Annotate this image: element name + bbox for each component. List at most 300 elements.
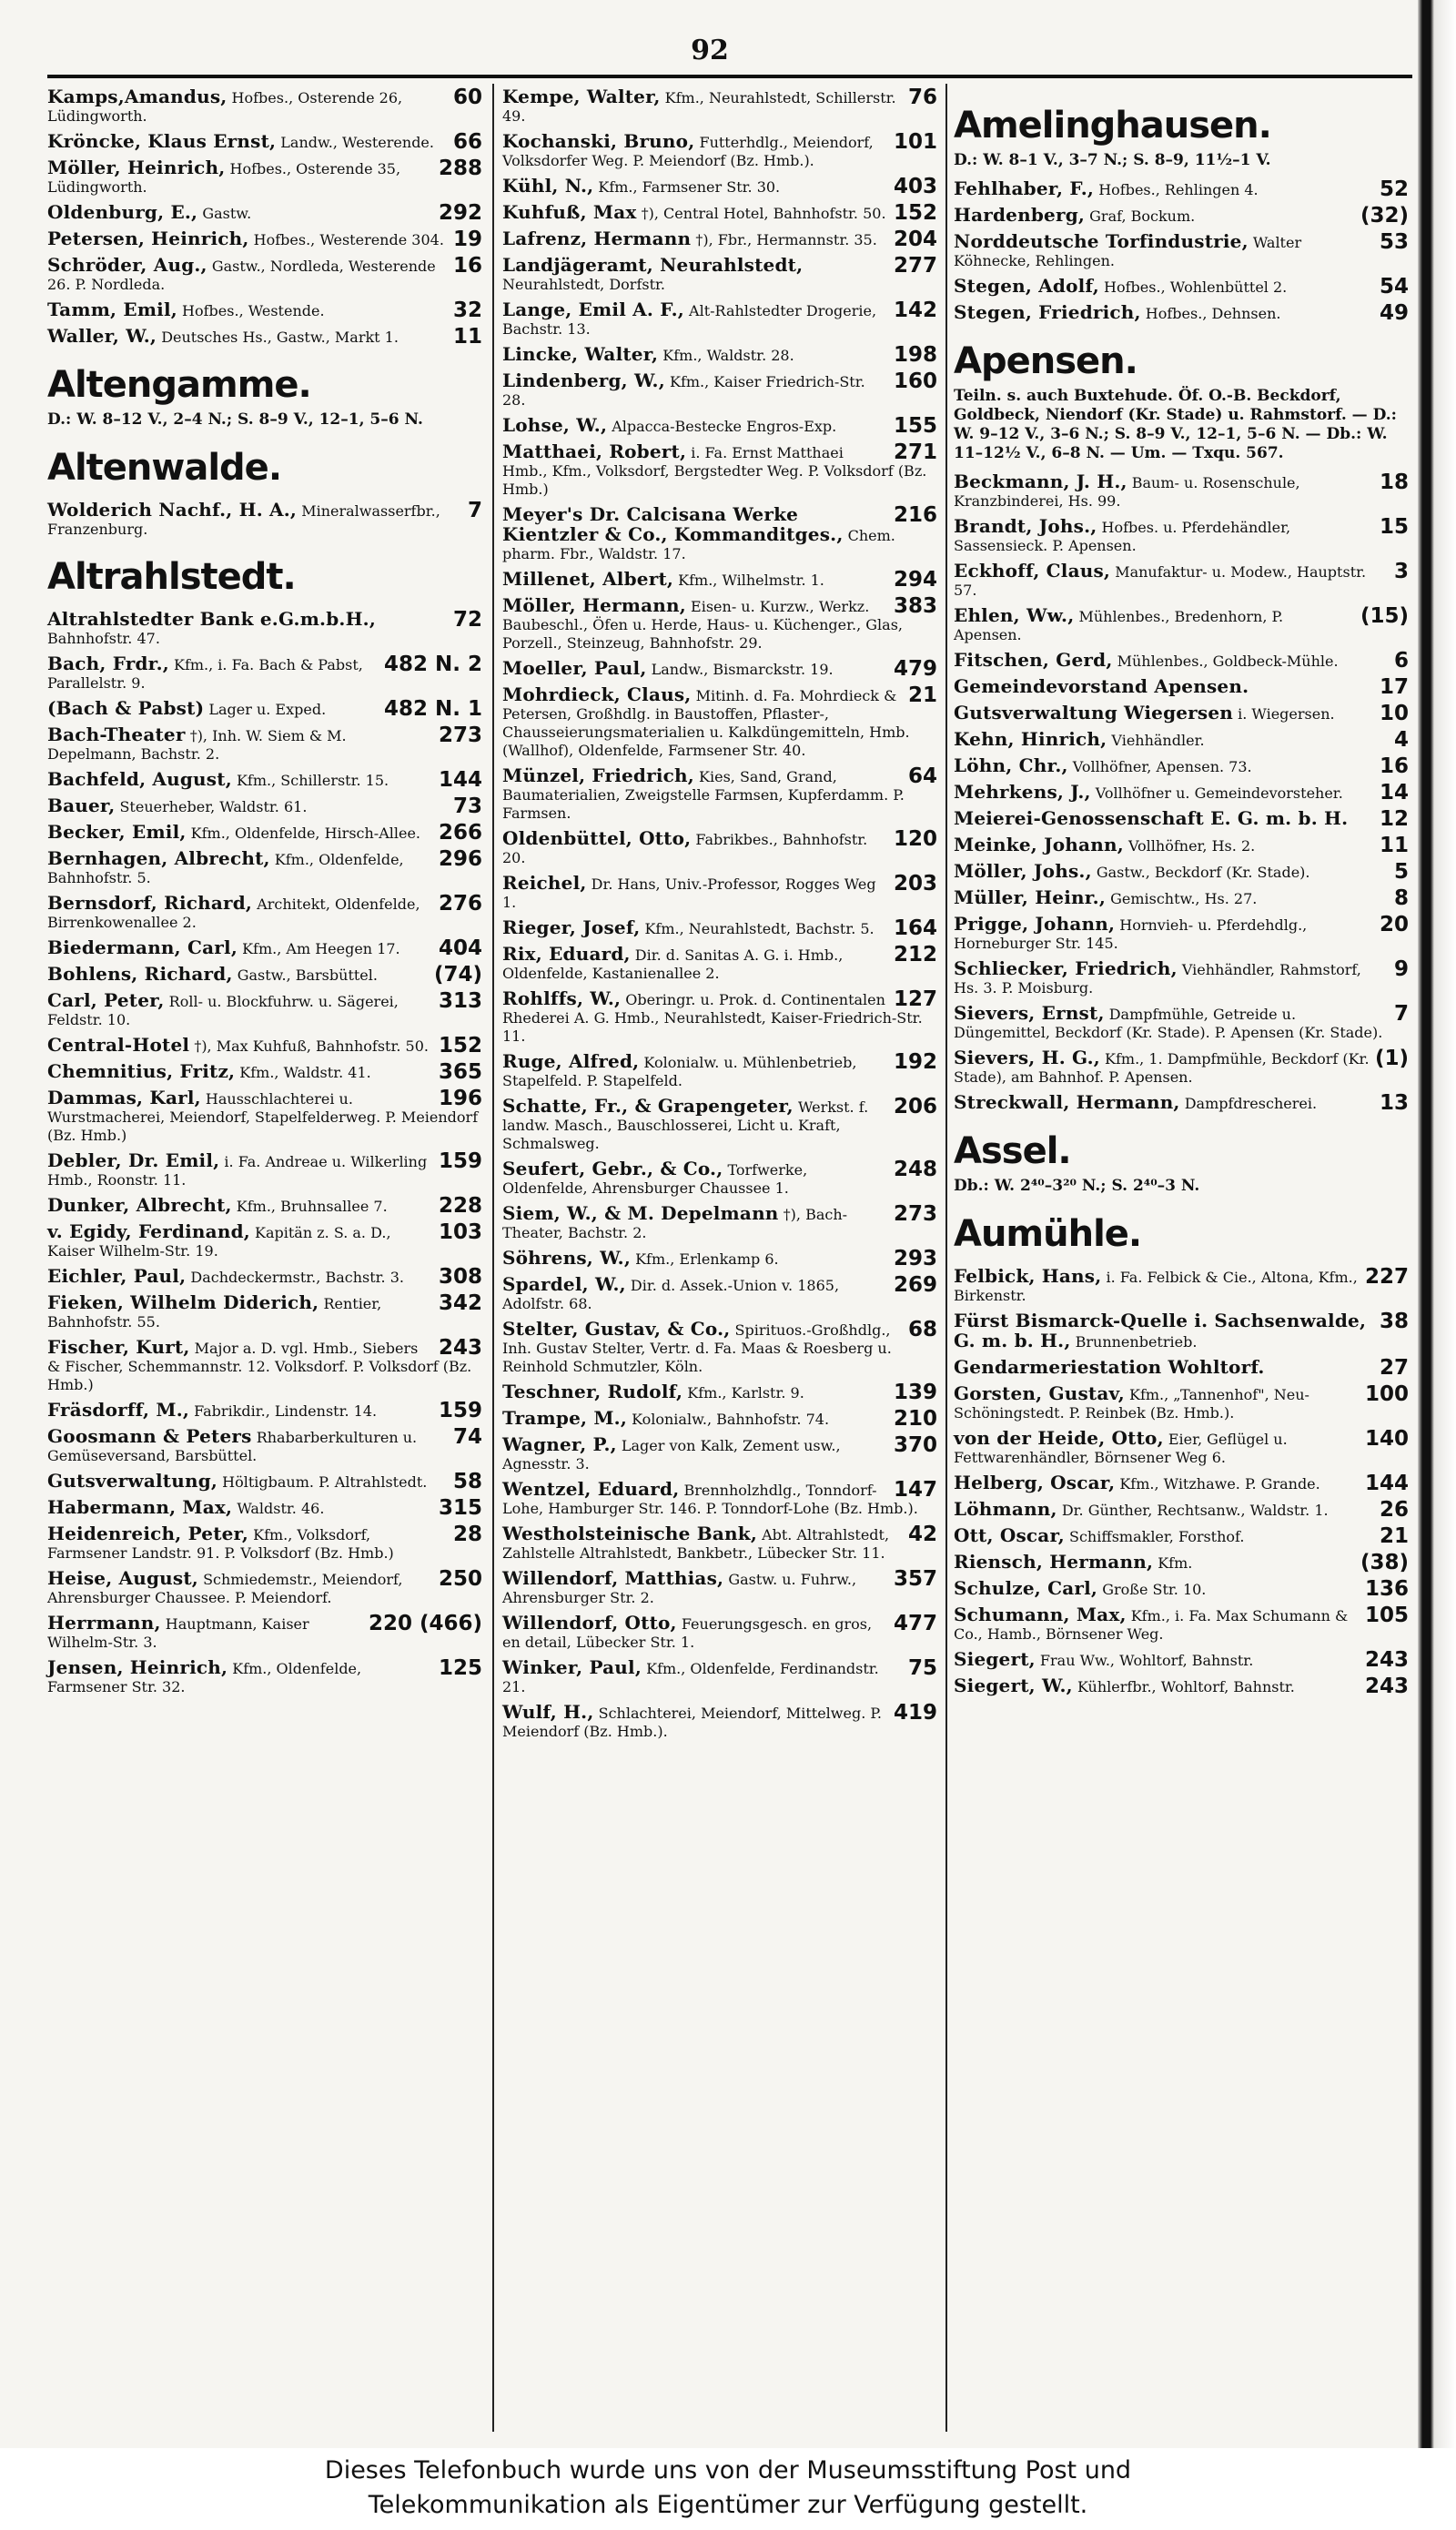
subscriber-details: Werkst. f. landw. Masch., Bauschlosserei, Licht u. Kraft, Schmalsweg. (502, 1098, 869, 1152)
directory-entry (47, 300, 482, 320)
subscriber-name: Willendorf, Otto, (502, 1612, 677, 1634)
phone-number: 482 N. 2 (383, 653, 482, 676)
subscriber-name: Eckhoff, Claus, (954, 560, 1111, 582)
subscriber-details: Walter Köhnecke, Rehlingen. (954, 234, 1302, 269)
phone-number: 292 (438, 201, 482, 225)
subscriber-details: Lager von Kalk, Zement usw., Agnesstr. 3. (502, 1437, 841, 1472)
phone-number: 419 (893, 1701, 937, 1725)
subscriber-name: Waller, W., (47, 325, 157, 347)
subscriber-details: Dachdeckermstr., Bachstr. 3. (190, 1269, 404, 1286)
subscriber-name: Ott, Oscar, (954, 1524, 1065, 1546)
phone-number: 7 (467, 499, 482, 522)
phone-number: 204 (893, 228, 937, 251)
subscriber-name: Jensen, Heinrich, (47, 1656, 228, 1678)
phone-number: 152 (893, 201, 937, 225)
phone-number: 228 (438, 1194, 482, 1218)
directory-entry (954, 783, 1409, 803)
subscriber-details: Mitinh. d. Fa. Mohrdieck & Petersen, Großhdlg. in Baustoffen, Pflaster-, Chausseierungsmaterialien u. Kalkdüngemitteln, Hmb. (Wallhof), Oldenfelde, Farmsener Str. 40. (502, 687, 910, 759)
phone-number: 210 (893, 1407, 937, 1431)
phone-number: 21 (1379, 1524, 1409, 1548)
subscriber-name: Millenet, Albert, (502, 568, 674, 590)
subscriber-name: Rix, Eduard, (502, 943, 631, 965)
subscriber-name: Lindenberg, W., (502, 369, 665, 391)
header-rule (47, 75, 1412, 78)
subscriber-name: Bachfeld, August, (47, 768, 232, 790)
phone-number: 74 (452, 1425, 482, 1449)
directory-entry (47, 1293, 482, 1331)
phone-number: 266 (438, 821, 482, 845)
phone-number: 159 (438, 1399, 482, 1422)
subscriber-details: Gastw. (202, 205, 252, 222)
section-title: Altenwalde. (47, 447, 282, 489)
directory-entry (502, 203, 937, 223)
phone-number: 147 (893, 1478, 937, 1502)
subscriber-details: Mühlenbes., Bredenhorn, P. Apensen. (954, 608, 1284, 643)
subscriber-details: Waldstr. 46. (237, 1500, 325, 1517)
phone-number: 16 (1379, 754, 1409, 778)
subscriber-name: Rohlffs, W., (502, 987, 622, 1009)
subscriber-name: Central-Hotel (47, 1034, 190, 1056)
directory-entry (47, 1472, 482, 1492)
subscriber-name: Kehn, Hinrich, (954, 728, 1107, 750)
phone-number: 58 (452, 1470, 482, 1493)
phone-number: 38 (1379, 1310, 1409, 1333)
subscriber-details: Kühlerfbr., Wohltorf, Bahnstr. (1077, 1678, 1295, 1695)
subscriber-details: Kapitän z. S. a. D., Kaiser Wilhelm-Str. 19. (47, 1224, 391, 1260)
directory-entry (954, 1473, 1409, 1493)
subscriber-details: Dr. Hans, Univ.-Professor, Rogges Weg 1. (502, 875, 876, 911)
subscriber-name: Fischer, Kurt, (47, 1336, 190, 1358)
directory-entry (47, 1401, 482, 1421)
phone-number: 206 (893, 1095, 937, 1118)
subscriber-details: Steuerheber, Waldstr. 61. (119, 798, 308, 815)
subscriber-name: Norddeutsche Torfindustrie, (954, 230, 1249, 252)
directory-entry (954, 1429, 1409, 1467)
phone-number: 198 (893, 343, 937, 367)
subscriber-details: Kfm., Am Heegen 17. (242, 940, 400, 957)
directory-entry (954, 809, 1409, 829)
directory-entry (47, 1427, 482, 1465)
directory-entry (47, 256, 482, 294)
subscriber-details: Höltigbaum. P. Altrahlstedt. (222, 1473, 428, 1491)
directory-entry (954, 1650, 1409, 1670)
column-divider (492, 84, 494, 2432)
subscriber-details: Kfm., Volksdorf, Farmsener Landstr. 91. P. Volksdorf (Bz. Hmb.) (47, 1526, 394, 1562)
phone-number: 13 (1379, 1091, 1409, 1115)
subscriber-details: Viehhändler. (1111, 732, 1205, 749)
subscriber-details: Bahnhofstr. 47. (47, 630, 160, 647)
subscriber-details: Gastw. u. Fuhrw., Ahrensburger Str. 2. (502, 1571, 857, 1606)
subscriber-details: i. Wiegersen. (1238, 705, 1335, 723)
directory-entry (47, 1267, 482, 1287)
subscriber-details: Gastw., Barsbüttel. (237, 966, 378, 984)
phone-number: 142 (893, 299, 937, 322)
phone-number: 11 (452, 325, 482, 349)
subscriber-name: Kuhfuß, Max (502, 201, 637, 223)
subscriber-name: Rieger, Josef, (502, 916, 641, 938)
directory-entry (502, 989, 937, 1046)
subscriber-name: Stegen, Adolf, (954, 275, 1099, 297)
phone-number: 365 (438, 1060, 482, 1084)
subscriber-details: Dampfdrescherei. (1184, 1095, 1318, 1112)
subscriber-details: †), Inh. W. Siem & M. Depelmann, Bachstr. 2. (47, 727, 347, 763)
directory-entry (502, 1435, 937, 1473)
directory-entry (502, 87, 937, 126)
directory-entry (502, 1703, 937, 1741)
phone-number: 276 (438, 892, 482, 916)
directory-entry (47, 770, 482, 790)
subscriber-name: Oldenbüttel, Otto, (502, 827, 692, 849)
section-title: Aumühle. (954, 1213, 1142, 1255)
phone-number: 250 (438, 1567, 482, 1591)
directory-entry (47, 229, 482, 249)
subscriber-details: i. Fa. Ernst Matthaei Hmb., Kfm., Volksdorf, Bergstedter Weg. P. Volksdorf (Bz. Hmb.) (502, 444, 927, 498)
directory-entry (47, 849, 482, 887)
phone-number: 212 (893, 943, 937, 966)
phone-number: 101 (893, 130, 937, 154)
subscriber-details: Kfm., „Tannenhof", Neu-Schöningstedt. P. Reinbek (Bz. Hmb.). (954, 1386, 1309, 1422)
phone-number: 243 (438, 1336, 482, 1360)
subscriber-details: Gastw., Beckdorf (Kr. Stade). (1096, 864, 1310, 881)
phone-number: 315 (438, 1496, 482, 1520)
subscriber-name: Kamps,Amandus, (47, 86, 228, 107)
subscriber-name: Müller, Heinr., (954, 886, 1106, 908)
phone-number: 269 (893, 1273, 937, 1297)
subscriber-details: Dr. Günther, Rechtsanw., Waldstr. 1. (1061, 1502, 1329, 1519)
directory-entry (502, 442, 937, 499)
directory-entry (47, 501, 482, 539)
phone-number: 243 (1364, 1675, 1409, 1698)
subscriber-name: Bach, Frdr., (47, 653, 169, 674)
directory-entry (502, 596, 937, 653)
directory-entry (954, 303, 1409, 323)
subscriber-name: Fitschen, Gerd, (954, 649, 1113, 671)
directory-entry (502, 505, 937, 563)
phone-number: 4 (1393, 728, 1409, 752)
phone-number: (32) (1360, 204, 1409, 228)
directory-entry (502, 1409, 937, 1429)
subscriber-details: Eisen- u. Kurzw., Werkz. Baubeschl., Öfen u. Herde, Haus- u. Küchenger., Glas, Porzell., Steinzeug, Bahnhofstr. 29. (502, 598, 904, 652)
subscriber-name: Gemeindevorstand Apensen. (954, 675, 1249, 697)
directory-entry (47, 725, 482, 764)
phone-number: 21 (907, 683, 937, 707)
subscriber-name: Habermann, Max, (47, 1496, 233, 1518)
subscriber-name: Ehlen, Ww., (954, 604, 1075, 626)
subscriber-name: Lincke, Walter, (502, 343, 659, 365)
subscriber-details: Kfm., Neurahlstedt, Bachstr. 5. (644, 920, 875, 937)
directory-entry (954, 703, 1409, 724)
subscriber-name: Trampe, M., (502, 1407, 627, 1429)
directory-entry (47, 1151, 482, 1189)
directory-entry (954, 1500, 1409, 1520)
phone-number: 144 (1364, 1472, 1409, 1495)
subscriber-details: †), Max Kuhfuß, Bahnhofstr. 50. (194, 1037, 429, 1055)
phone-number: 7 (1393, 1002, 1409, 1026)
subscriber-name: Gendarmeriestation Wohltorf. (954, 1356, 1265, 1378)
directory-entry (47, 1088, 482, 1145)
phone-number: 10 (1379, 702, 1409, 725)
directory-entry (47, 132, 482, 152)
subscriber-details: Gastw., Nordleda, Westerende 26. P. Nordleda. (47, 258, 436, 293)
directory-entry (954, 862, 1409, 882)
subscriber-name: Herrmann, (47, 1612, 161, 1634)
directory-entry (502, 685, 937, 760)
subscriber-name: Fehlhaber, F., (954, 177, 1095, 199)
subscriber-name: Fieken, Wilhelm Diderich, (47, 1291, 319, 1313)
directory-entry (502, 570, 937, 590)
subscriber-details: Deutsches Hs., Gastw., Markt 1. (161, 329, 399, 346)
directory-entry (954, 277, 1409, 297)
directory-entry (954, 888, 1409, 908)
subscriber-name: Meinke, Johann, (954, 834, 1124, 855)
subscriber-details: Landw., Bismarckstr. 19. (651, 661, 834, 678)
subscriber-details: Major a. D. vgl. Hmb., Siebers & Fischer, Schemmannstr. 12. Volksdorf. P. Volksdorf (Bz. Hmb.) (47, 1340, 472, 1393)
directory-entry (47, 203, 482, 223)
subscriber-details: Hofbes., Westerende 304. (253, 231, 444, 248)
page-edge-shadow (1418, 0, 1456, 2448)
phone-number: 288 (438, 157, 482, 180)
subscriber-details: Kolonialw., Bahnhofstr. 74. (632, 1411, 830, 1428)
subscriber-details: Fabrikdir., Lindenstr. 14. (194, 1402, 378, 1420)
directory-entry (954, 1553, 1409, 1573)
subscriber-name: Schulze, Carl, (954, 1577, 1098, 1599)
subscriber-name: Lohse, W., (502, 414, 608, 436)
phone-number: 9 (1393, 957, 1409, 981)
directory-entry (502, 1204, 937, 1242)
phone-number: 294 (893, 568, 937, 592)
phone-number: 20 (1379, 913, 1409, 936)
subscriber-name: Kochanski, Bruno, (502, 130, 695, 152)
subscriber-details: Viehhändler, Rahmstorf, Hs. 3. P. Moisburg. (954, 961, 1361, 997)
directory-entry (502, 766, 937, 823)
subscriber-name: Willendorf, Matthias, (502, 1567, 724, 1589)
phone-number: 54 (1379, 275, 1409, 299)
subscriber-details: Kies, Sand, Grand, Baumaterialien, Zweigstelle Farmsen, Kupferdamm. P. Farmsen. (502, 768, 905, 822)
directory-entry (954, 959, 1409, 997)
subscriber-details: Hofbes., Rehlingen 4. (1098, 181, 1259, 198)
subscriber-name: Löhmann, (954, 1498, 1057, 1520)
phone-number: 12 (1379, 807, 1409, 831)
subscriber-name: Meyer's Dr. Calcisana Werke Kientzler & Co., Kommanditges., (502, 503, 844, 545)
phone-number: 16 (452, 254, 482, 278)
subscriber-details: Hofbes., Osterende 35, Lüdingworth. (47, 160, 401, 196)
subscriber-name: Münzel, Friedrich, (502, 764, 694, 786)
subscriber-name: Dunker, Albrecht, (47, 1194, 232, 1216)
subscriber-name: Möller, Hermann, (502, 594, 686, 616)
directory-entry (954, 1526, 1409, 1546)
directory-entry (47, 1524, 482, 1563)
phone-number: 105 (1364, 1604, 1409, 1627)
directory-entry (502, 945, 937, 983)
section-title: Amelinghausen. (954, 105, 1271, 147)
directory-entry (47, 1062, 482, 1082)
subscriber-details: Fabrikbes., Bahnhofstr. 20. (502, 831, 868, 866)
subscriber-name: Bernhagen, Albrecht, (47, 847, 270, 869)
section-hours: D.: W. 8–1 V., 3–7 N.; S. 8–9, 11½–1 V. (954, 151, 1271, 169)
subscriber-details: Eier, Geflügel u. Fettwarenhändler, Börnsener Weg 6. (954, 1431, 1288, 1466)
subscriber-name: Siegert, W., (954, 1675, 1073, 1696)
phone-number: 403 (893, 175, 937, 198)
phone-number: 53 (1379, 230, 1409, 254)
subscriber-details: Hofbes., Osterende 26, Lüdingworth. (47, 89, 403, 125)
directory-entry (502, 1480, 937, 1518)
footer-line-1: Dieses Telefonbuch wurde uns von der Museumsstiftung Post und (324, 2456, 1132, 2484)
phone-number: 60 (452, 86, 482, 109)
subscriber-details: Dir. d. Assek.-Union v. 1865, Adolfstr. 68. (502, 1277, 840, 1312)
directory-entry (47, 1569, 482, 1607)
directory-entry (502, 229, 937, 249)
subscriber-details: Schiffsmakler, Forsthof. (1068, 1528, 1245, 1545)
subscriber-details: Vollhöfner u. Gemeindevorsteher. (1095, 784, 1343, 802)
subscriber-name: Carl, Peter, (47, 989, 165, 1011)
subscriber-details: Vollhöfner, Hs. 2. (1127, 837, 1256, 855)
directory-entry (954, 835, 1409, 855)
directory-entry (47, 796, 482, 816)
subscriber-name: Ruge, Alfred, (502, 1050, 640, 1072)
subscriber-name: Reichel, (502, 872, 587, 894)
subscriber-name: v. Egidy, Ferdinand, (47, 1220, 250, 1242)
phone-number: 28 (452, 1523, 482, 1546)
phone-number: 479 (893, 657, 937, 681)
subscriber-details: Hornvieh- u. Pferdehdlg., Horneburger Str. 145. (954, 916, 1308, 952)
subscriber-name: Oldenburg, E., (47, 201, 198, 223)
directory-entry (47, 610, 482, 648)
subscriber-name: Bach-Theater (47, 724, 186, 745)
subscriber-details: Manufaktur- u. Modew., Hauptstr. 57. (954, 563, 1367, 599)
subscriber-name: Bernsdorf, Richard, (47, 892, 253, 914)
subscriber-name: Gorsten, Gustav, (954, 1382, 1125, 1404)
directory-entry (954, 472, 1409, 511)
phone-number: 404 (438, 936, 482, 960)
subscriber-name: Kühl, N., (502, 175, 594, 197)
phone-number: 32 (452, 299, 482, 322)
subscriber-details: Vollhöfner, Apensen. 73. (1072, 758, 1252, 775)
directory-entry (47, 87, 482, 126)
subscriber-details: Frau Ww., Wohltorf, Bahnstr. (1039, 1652, 1254, 1669)
subscriber-name: Möller, Heinrich, (47, 157, 226, 178)
directory-entry (954, 677, 1409, 697)
phone-number: 75 (907, 1656, 937, 1680)
subscriber-name: Helberg, Oscar, (954, 1472, 1116, 1493)
subscriber-details: Kfm., Farmsener Str. 30. (598, 178, 781, 196)
subscriber-name: Debler, Dr. Emil, (47, 1149, 220, 1171)
directory-entry (502, 829, 937, 867)
subscriber-details: Landw., Westerende. (280, 134, 434, 151)
phone-number: 49 (1379, 301, 1409, 325)
subscriber-details: Architekt, Oldenfelde, Birrenkowenallee 2. (47, 896, 420, 931)
directory-entry (954, 179, 1409, 199)
subscriber-name: Gutsverwaltung, (47, 1470, 218, 1492)
phone-number: (1) (1374, 1047, 1409, 1070)
column-right (954, 87, 1409, 1703)
subscriber-name: Siem, W., & M. Depelmann (502, 1202, 779, 1224)
phone-number: 342 (438, 1291, 482, 1315)
subscriber-details: Kfm., Waldstr. 28. (662, 347, 794, 364)
subscriber-name: (Bach & Pabst) (47, 697, 205, 719)
subscriber-details: Spirituos.-Großhdlg., Inh. Gustav Stelter, Vertr. d. Fa. Maas & Roesberg u. Reinhold Schmutzler, Köln. (502, 1321, 892, 1375)
subscriber-details: Feuerungsgesch. en gros, en detail, Lübecker Str. 1. (502, 1615, 873, 1651)
subscriber-name: Brandt, Johs., (954, 515, 1097, 537)
directory-entry (47, 1222, 482, 1260)
directory-entry (954, 1358, 1409, 1378)
directory-entry (502, 659, 937, 679)
phone-number: 160 (893, 369, 937, 393)
subscriber-details: Hofbes., Dehnsen. (1145, 305, 1281, 322)
phone-number: 273 (893, 1202, 937, 1226)
subscriber-name: Bauer, (47, 794, 116, 816)
subscriber-name: Schatte, Fr., & Grapengeter, (502, 1095, 794, 1117)
subscriber-name: Wulf, H., (502, 1701, 594, 1723)
subscriber-name: Teschner, Rudolf, (502, 1381, 683, 1402)
phone-number: 73 (452, 794, 482, 818)
subscriber-details: Alt-Rahlstedter Drogerie, Bachstr. 13. (502, 302, 877, 338)
subscriber-name: Stegen, Friedrich, (954, 301, 1141, 323)
phone-number: 18 (1379, 471, 1409, 494)
phone-number: 144 (438, 768, 482, 792)
phone-number: 72 (452, 608, 482, 632)
directory-entry (954, 1676, 1409, 1696)
subscriber-name: Biedermann, Carl, (47, 936, 238, 958)
subscriber-name: Heidenreich, Peter, (47, 1523, 249, 1544)
subscriber-name: Hardenberg, (954, 204, 1086, 226)
directory-entry (47, 1036, 482, 1056)
section-title: Altrahlstedt. (47, 556, 296, 598)
phone-number: 14 (1379, 781, 1409, 805)
directory-entry (502, 1052, 937, 1090)
directory-entry (502, 345, 937, 365)
section-title: Apensen. (954, 340, 1138, 382)
subscriber-name: Löhn, Chr., (954, 754, 1068, 776)
subscriber-details: Schmiedemstr., Meiendorf, Ahrensburger Chaussee. P. Meiendorf. (47, 1571, 403, 1606)
phone-number: 159 (438, 1149, 482, 1173)
directory-entry (47, 1658, 482, 1696)
phone-number: (74) (433, 963, 482, 987)
directory-entry (47, 1614, 482, 1652)
subscriber-name: Tamm, Emil, (47, 299, 177, 320)
subscriber-details: Hofbes. u. Pferdehändler, Sassensieck. P. Apensen. (954, 519, 1291, 554)
column-left (47, 87, 482, 1703)
subscriber-name: Wagner, P., (502, 1433, 617, 1455)
subscriber-details: Roll- u. Blockfuhrw. u. Sägerei, Feldstr. 10. (47, 993, 399, 1028)
subscriber-name: Bohlens, Richard, (47, 963, 233, 985)
subscriber-name: Lange, Emil A. F., (502, 299, 684, 320)
subscriber-details: †), Central Hotel, Bahnhofstr. 50. (641, 205, 886, 222)
column-middle (502, 87, 937, 1747)
subscriber-details: Schlachterei, Meiendorf, Mittelweg. P. Meiendorf (Bz. Hmb.). (502, 1705, 882, 1740)
subscriber-details: Kfm., Oldenfelde, Farmsener Str. 32. (47, 1660, 362, 1695)
subscriber-name: Mehrkens, J., (954, 781, 1091, 803)
subscriber-name: Petersen, Heinrich, (47, 228, 249, 249)
subscriber-details: Kfm., Witzhawe. P. Grande. (1119, 1475, 1320, 1493)
subscriber-name: Kempe, Walter, (502, 86, 661, 107)
phone-number: (15) (1360, 604, 1409, 628)
phone-number: 66 (452, 130, 482, 154)
phone-number: 482 N. 1 (383, 697, 482, 721)
directory-entry (47, 894, 482, 932)
subscriber-details: Futterhdlg., Meiendorf, Volksdorfer Weg. P. Meiendorf (Bz. Hmb.). (502, 134, 874, 169)
directory-entry (47, 938, 482, 958)
subscriber-name: Wolderich Nachf., H. A., (47, 499, 298, 521)
phone-number: 64 (907, 764, 937, 788)
subscriber-details: Kolonialw. u. Mühlenbetrieb, Stapelfeld. P. Stapelfeld. (502, 1054, 857, 1089)
directory-entry (47, 823, 482, 843)
directory-entry (954, 1004, 1409, 1042)
subscriber-details: i. Fa. Felbick & Cie., Altona, Kfm., Birkenstr. (954, 1269, 1358, 1304)
phone-number: 477 (893, 1612, 937, 1635)
subscriber-details: Dampfmühle, Getreide u. Düngemittel, Beckdorf (Kr. Stade). P. Apensen (Kr. Stade). (954, 1006, 1383, 1041)
subscriber-details: Hauptmann, Kaiser Wilhelm-Str. 3. (47, 1615, 309, 1651)
directory-entry (954, 517, 1409, 555)
